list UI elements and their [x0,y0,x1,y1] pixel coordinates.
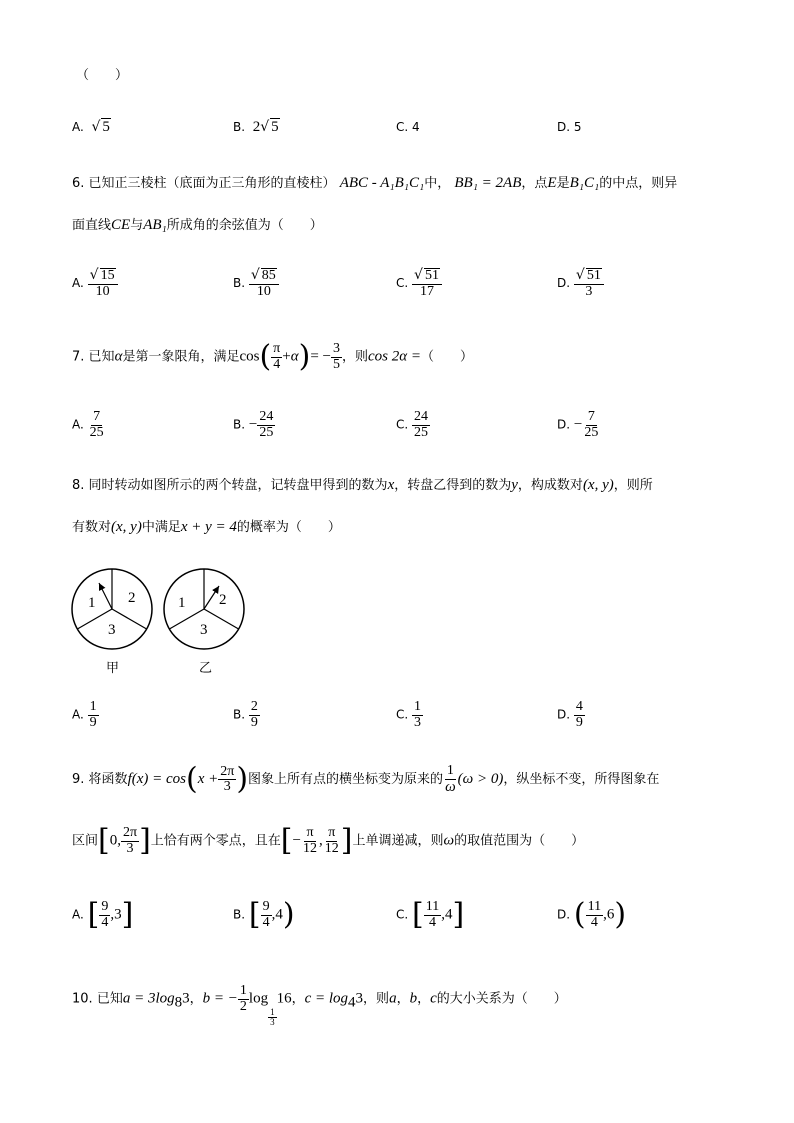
left-bracket-icon: [ [87,897,100,933]
math-c: c = log [304,990,349,1007]
math-segment: B₁C₁ [569,175,600,191]
stem-text: ，则 [341,349,368,365]
q7-option-c [396,410,430,440]
separator: ， [189,991,203,1007]
left-bracket-icon: [ [248,897,261,933]
fraction [238,984,249,1014]
option-letter: D. [557,120,571,134]
math-operator: − [292,832,301,849]
numerator: 4 [575,699,583,714]
math-point: E [547,175,557,191]
q8-option-b [233,700,260,730]
fraction [424,900,441,930]
radicand: 5 [102,119,110,135]
q8-option-a [72,700,99,730]
left-bracket-icon: [ [98,823,110,859]
q5-option-a [72,118,111,136]
q9-option-c [396,897,465,933]
fraction [412,700,423,730]
sector-label: 3 [200,622,208,638]
interval-bound: ,4 [441,906,453,923]
fraction [271,342,282,372]
stem-text: 面直线 [72,218,112,233]
q6-stem-line1 [72,172,677,192]
numerator: 15 [100,268,115,283]
spinner-caption: 甲 [106,661,120,676]
sqrt-icon: √ [250,267,260,283]
option-sign: − [573,416,583,433]
math-operator: + [282,348,291,365]
sector-label: 2 [219,592,227,608]
option-letter: D. [557,276,571,291]
denominator: 4 [428,914,436,930]
denominator: 3 [414,714,422,730]
q9-option-d [557,897,627,933]
fraction [88,410,106,440]
math-x: x [387,477,395,493]
math-y: y [511,477,518,493]
q7-option-a [72,410,106,440]
stem-text: 的中点，则异 [599,176,678,191]
stem-text: 的取值范围为（ ） [454,833,585,849]
fraction [301,826,319,856]
denominator: 2 [239,998,247,1014]
q8-stem-line2 [72,516,341,536]
numerator: 24 [259,409,274,424]
q6-option-c [396,268,442,299]
option-letter: D. [557,707,571,722]
sqrt-icon: √ [91,119,101,135]
option-letter: A. [72,907,84,922]
fraction [574,268,604,299]
stem-text: 所成角的余弦值为（ ） [166,218,323,233]
option-letter: C. [396,707,409,722]
fraction [582,410,600,440]
math-omega: ω [443,832,455,849]
right-bracket-icon: ] [452,897,465,933]
sector-label: 2 [128,590,136,606]
question-number: 7. [72,349,85,365]
denominator: 9 [89,714,97,730]
numerator: 9 [262,899,270,914]
q6-stem-line2 [72,214,323,234]
denominator: 9 [250,714,258,730]
separator: ， [417,991,431,1007]
stem-text: 同时转动如图所示的两个转盘，记转盘甲得到的数为 [88,478,388,493]
sqrt-icon: √ [260,119,270,135]
math-c: c [430,990,437,1007]
stem-text: ，纵坐标不变，所得图象在 [503,772,660,788]
question-number: 8. [72,478,85,493]
right-bracket-icon: ) [614,897,627,933]
numerator: 51 [586,268,601,283]
answer-bracket: （ ） [76,68,129,83]
q6-option-a [72,268,118,299]
q8-stem-line1 [72,474,653,494]
sqrt-icon: √ [575,267,585,283]
numerator: 1 [446,763,454,778]
numerator: 85 [261,268,276,283]
arrow-icon [204,586,219,609]
math-pair: (x, y) [111,519,142,535]
math-alpha: α [114,348,123,365]
option-value: 4 [412,120,420,134]
log-argument: 3 [182,990,190,1007]
sqrt-icon: √ [414,267,423,283]
option-letter: C. [396,907,409,922]
stem-text: 已知正三棱柱（底面为正三角形的直棱柱） [88,176,336,191]
math-cos: cos [239,348,260,365]
denominator: 10 [95,283,110,299]
denominator: 4 [101,914,109,930]
math-a: a [389,990,397,1007]
option-letter: D. [557,907,571,922]
numerator: 2π [122,825,138,840]
denominator: 3 [270,1017,275,1028]
denominator: 17 [419,283,434,299]
math-condition: x + y = 4 [180,519,237,535]
q6-option-d [557,268,604,299]
stem-text: 与 [130,218,144,233]
fraction [323,826,341,856]
math-line: CE [111,217,131,233]
sector-label: 1 [178,595,186,611]
sqrt-icon: √ [89,267,99,283]
math-condition: (ω > 0) [457,771,504,788]
stem-text: ，则 [363,991,390,1007]
stem-text: （ ） [421,349,474,365]
option-letter: A. [72,417,84,432]
stem-text: 中满足 [141,520,181,535]
spinner-caption: 乙 [199,661,213,676]
fraction [443,764,458,795]
numerator: 1 [89,699,97,714]
numerator: 11 [587,899,602,914]
question-number: 6. [72,176,85,191]
option-letter: A. [72,120,84,134]
math-comma: , [318,832,323,849]
denominator: ω [445,778,456,795]
fraction [99,900,110,930]
option-letter: C. [396,120,409,134]
numerator: 11 [425,899,440,914]
arrow-icon [99,583,112,609]
interval-bound: ,6 [603,906,615,923]
stem-text: 将函数 [88,772,128,788]
q9-stem-line1 [72,761,660,797]
denominator: 4 [262,914,270,930]
fraction [574,700,585,730]
left-paren-icon: ( [259,339,272,375]
math-equation: BB₁ = 2AB [454,175,522,191]
numerator: 9 [101,899,109,914]
q8-option-d [557,700,585,730]
q9-option-a [72,897,134,933]
fraction [586,900,603,930]
stem-text: ，构成数对 [517,478,583,493]
numerator: 2π [220,763,235,779]
option-letter: B. [233,120,246,134]
option-sign: − [248,416,258,433]
log-argument: 3 [355,990,364,1007]
math-line: AB₁ [143,217,167,233]
option-letter: B. [233,417,246,432]
stem-text: 中， [424,176,451,191]
denominator: 25 [414,424,429,440]
q7-option-b [233,410,275,440]
spinner-figure [66,564,256,680]
math-prism: ABC - A₁B₁C₁ [339,175,425,191]
sector-label: 3 [108,622,116,638]
option-letter: A. [72,276,84,291]
denominator: 4 [590,914,598,930]
fraction [261,900,272,930]
q5-option-b [233,118,280,136]
left-bracket-icon: ( [573,897,586,933]
math-a: a = 3log [122,990,175,1007]
interval-bound: 0, [109,832,121,849]
numerator: 1 [270,1006,275,1017]
denominator: 12 [302,840,317,856]
numerator: 51 [424,268,439,283]
fraction [412,410,430,440]
stem-text: ，点 [521,176,548,191]
fraction [121,826,139,856]
stem-text: 的概率为（ ） [236,520,341,535]
log-argument: 16 [276,990,292,1007]
math-b: b [409,990,418,1007]
numerator: 24 [414,409,429,424]
stem-text: 已知 [96,991,123,1007]
option-letter: B. [233,707,246,722]
numerator: 1 [414,699,422,714]
q10-stem [72,984,567,1028]
stem-text: 的大小关系为（ ） [436,991,567,1007]
stem-text: 已知 [88,349,115,365]
fraction [88,268,118,299]
log-base: 8 [174,994,183,1011]
right-bracket-icon: ) [282,897,295,933]
math-b: b = − [202,990,238,1007]
numerator: 2 [250,699,258,714]
math-operator: = − [310,348,331,365]
stem-text: ，转盘乙得到的数为 [394,478,512,493]
denominator: 25 [259,424,274,440]
radicand: 5 [271,119,279,135]
fraction [249,700,260,730]
question-number: 9. [72,772,85,788]
fraction [249,268,279,299]
denominator: 5 [332,356,340,372]
fraction [257,410,275,440]
q7-stem [72,339,474,375]
math-alpha: α [290,348,299,365]
math-expression: x + [197,771,219,788]
denominator: 3 [585,283,593,299]
option-letter: D. [557,417,571,432]
right-paren-icon: ) [298,339,311,375]
left-bracket-icon: [ [280,823,293,859]
denominator: 9 [575,714,583,730]
option-value: 5 [573,120,582,134]
option-letter: B. [233,276,246,291]
question-number: 10. [72,991,93,1007]
denominator: 4 [273,356,281,372]
option-letter: B. [233,907,246,922]
right-bracket-icon: ] [340,823,353,859]
q6-option-b [233,268,279,299]
fraction [218,765,236,795]
denominator: 25 [584,424,599,440]
right-bracket-icon: ] [121,897,134,933]
fraction [88,700,99,730]
q9-stem-line2 [72,823,585,859]
stem-text: 上单调递减，则 [352,833,444,849]
denominator: 10 [256,283,271,299]
stem-text: 上恰有两个零点，且在 [150,833,281,849]
stem-text: 图象上所有点的横坐标变为原来的 [248,772,444,788]
math-function: f(x) = cos [127,771,186,788]
left-bracket-icon: [ [412,897,424,933]
q8-option-c [396,700,423,730]
numerator: 3 [332,341,340,356]
log-base: 4 [348,994,356,1011]
fraction [412,268,442,299]
right-paren-icon: ) [236,761,249,797]
stem-text: 是第一象限角，满足 [122,349,240,365]
q7-option-d [557,410,600,440]
denominator: 12 [324,840,339,856]
math-log: log [248,990,269,1007]
interval-bound: ,3 [110,906,122,923]
denominator: 25 [89,424,104,440]
sector-label: 1 [88,595,96,611]
stem-text: 有数对 [72,520,112,535]
separator: ， [291,991,305,1007]
numerator: 7 [587,409,595,424]
denominator: 3 [223,779,231,795]
denominator: 3 [126,840,134,856]
stem-text: 是 [556,176,570,191]
interval-bound: ,4 [271,906,283,923]
stem-text: ，则所 [613,478,653,493]
option-letter: A. [72,707,84,722]
left-paren-icon: ( [186,761,198,797]
stem-text: 区间 [72,833,99,849]
q9-option-b [233,897,295,933]
numerator: π [306,825,314,840]
numerator: 7 [93,409,101,424]
right-bracket-icon: ] [139,823,151,859]
coefficient: 2 [252,119,261,135]
option-letter: C. [396,276,409,291]
numerator: π [328,825,336,840]
separator: ， [396,991,410,1007]
q5-option-d [557,120,582,134]
math-pair: (x, y) [582,477,614,493]
math-expression: cos 2α = [368,348,421,365]
log-base-fraction [268,1008,277,1028]
option-letter: C. [396,417,409,432]
numerator: 1 [239,983,247,998]
q5-option-c [396,120,420,134]
fraction [331,342,342,372]
numerator: π [273,341,281,356]
